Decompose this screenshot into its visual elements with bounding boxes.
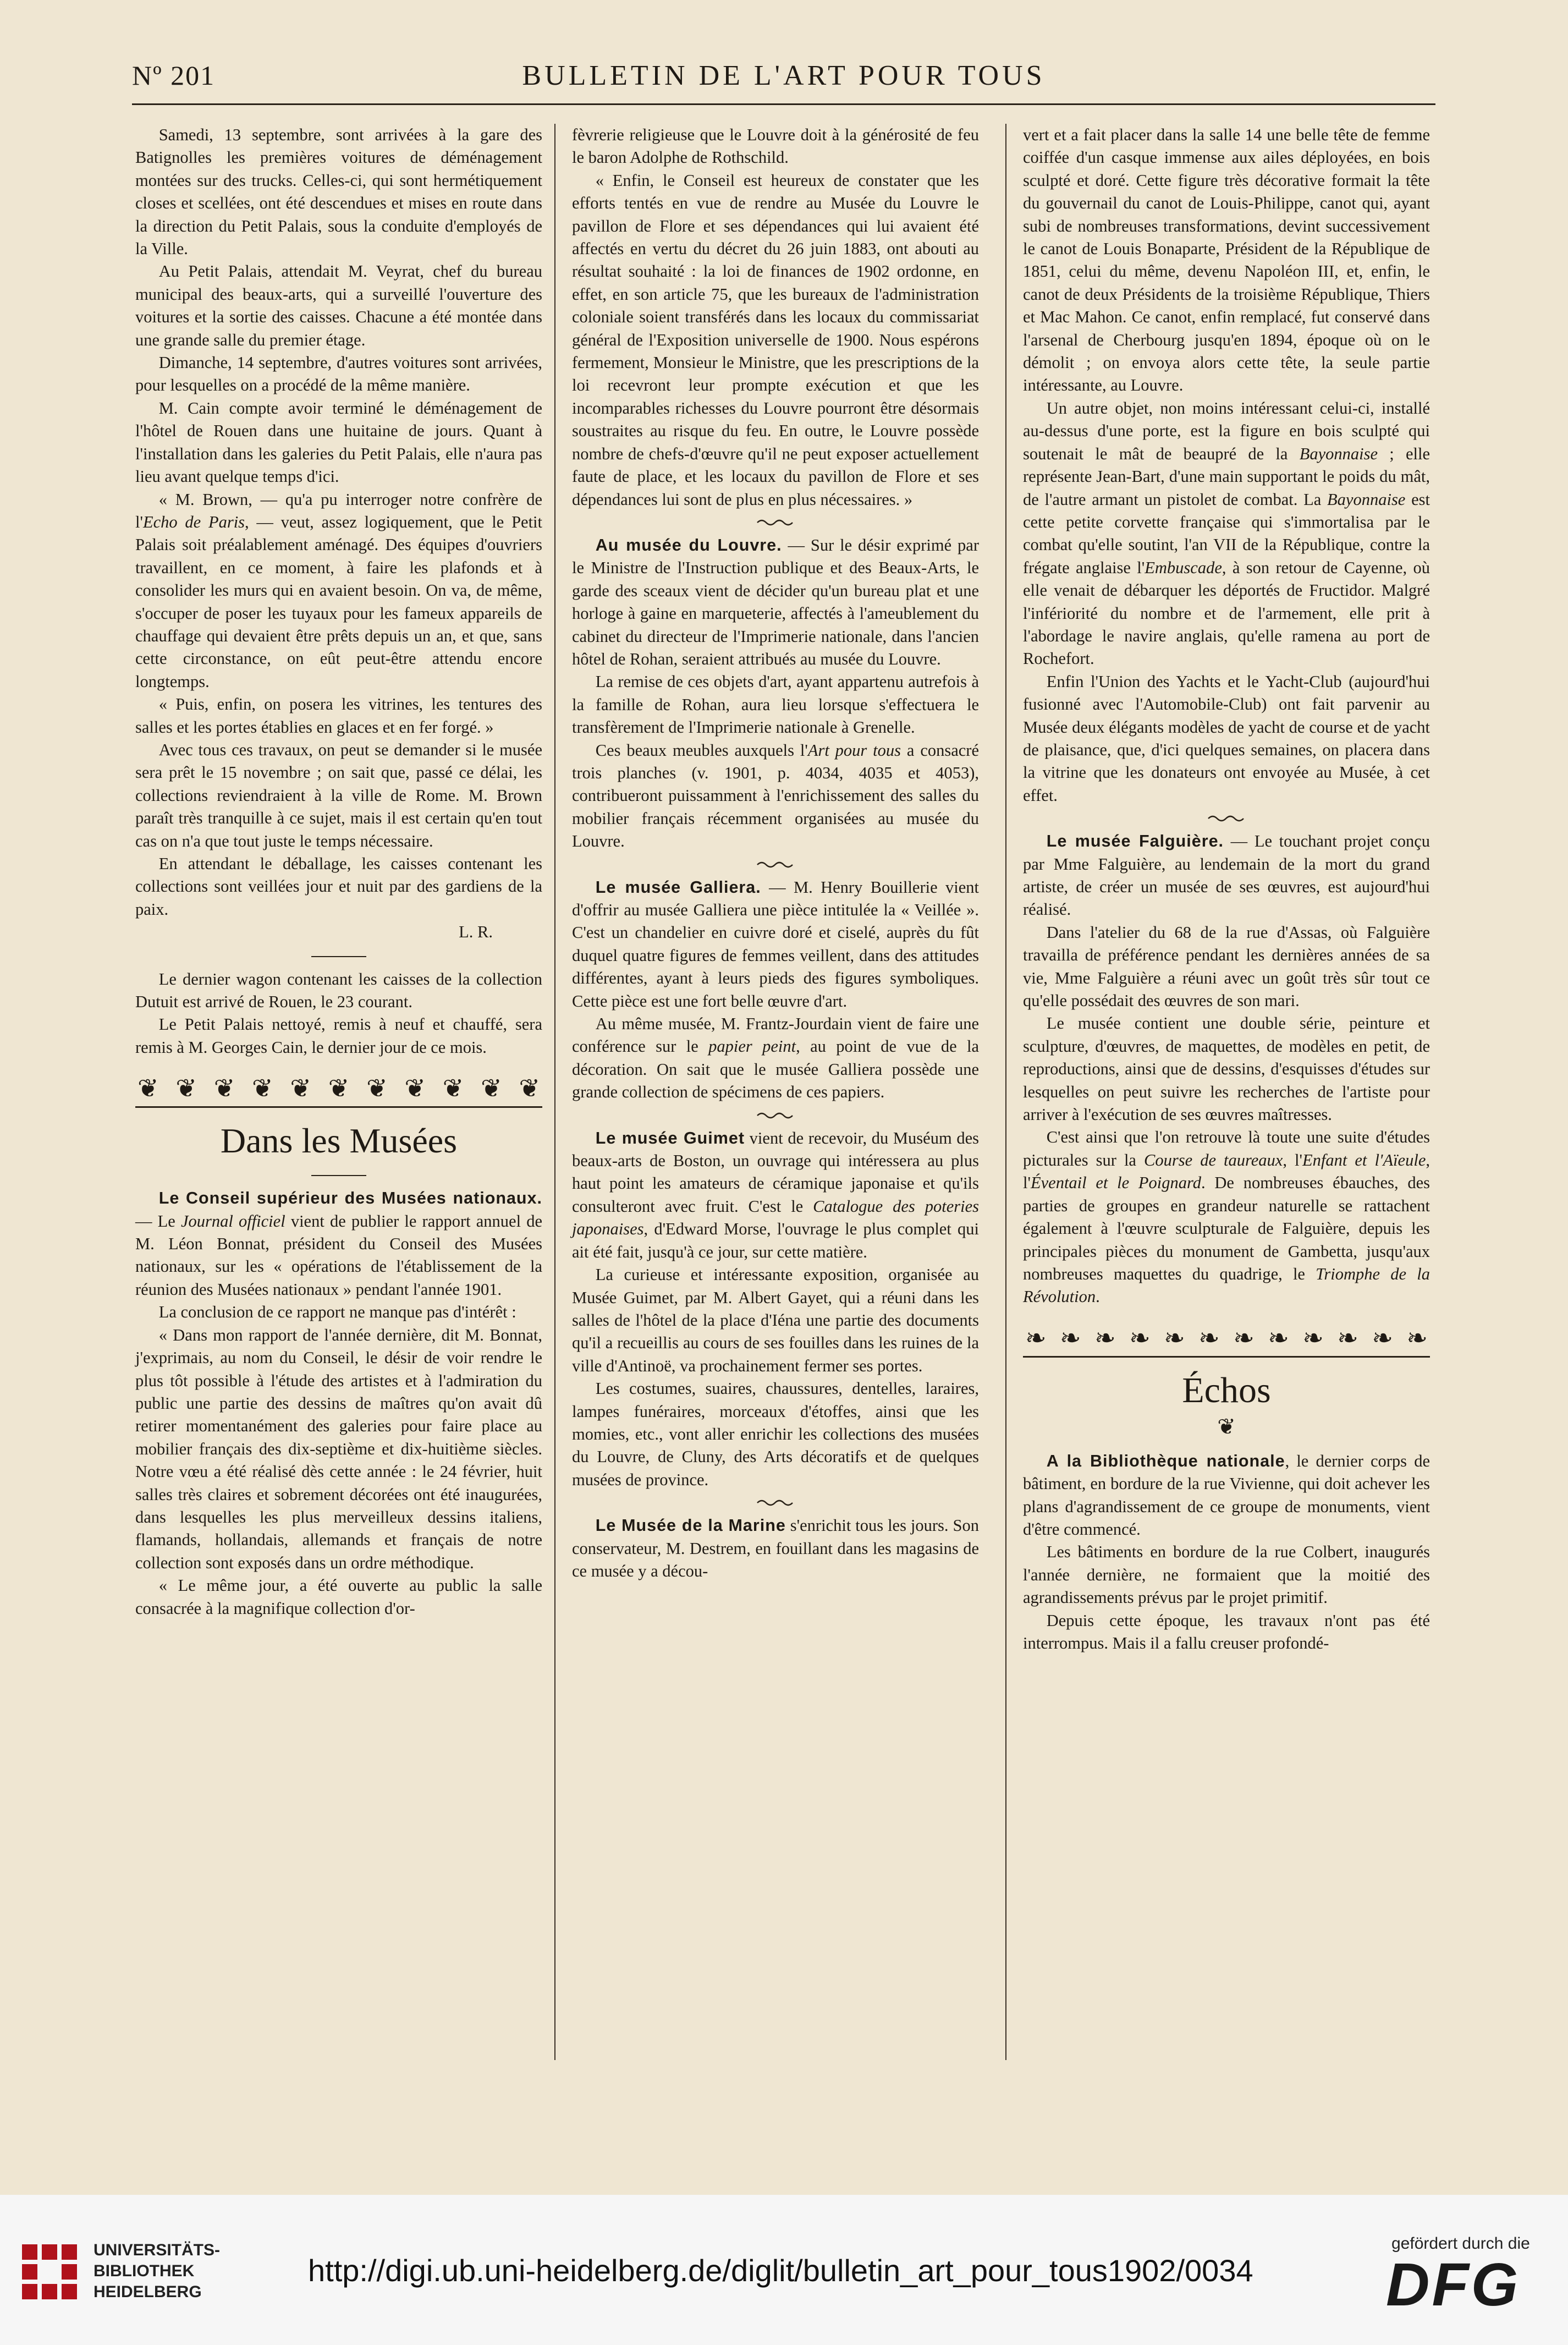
text-run: — Sur le désir exprimé par le Ministre de l'Instruction publique et des Beaux-Arts, le garde des sceaux vient de décider qu'un bureau plat et une horloge à gaine en marqueterie, affectés à l'ameublement du cabinet du directeur de l'Imprimerie nationale, dans l'ancien hôtel de Rohan, seraient attribués au musée du Louvre. xyxy=(572,535,979,668)
column-rule-1 xyxy=(554,124,555,2060)
fleuron-icon: ❦ xyxy=(175,1074,197,1103)
text-run: vient de recevoir, du Muséum des beaux-arts de Boston, un ouvrage qui intéressera au plus haut point les amateurs de céramique japonaise et qu'ils consulteront avec fruit. C'est le xyxy=(572,1128,979,1216)
column-1 xyxy=(135,124,542,1620)
paragraph: La curieuse et intéressante exposition, organisée au Musée Guimet, par M. Albert Gayet, qui a réuni dans les salles de l'hôtel de la place d'Iéna une partie des documents qu'il a recueillis au cours de ses fouilles dans les ruines de la ville d'Antinoë, va prochainement fermer ses portes. xyxy=(572,1265,979,1375)
bold-heading: Le Conseil supérieur des Musées nationaux. xyxy=(158,1189,542,1208)
tilde-separator xyxy=(572,1491,979,1514)
digitization-footer xyxy=(0,2195,1568,2345)
fleuron-icon: ❦ xyxy=(137,1074,159,1103)
section-title: Dans les Musées xyxy=(220,1121,458,1161)
fleuron-icon: ❦ xyxy=(213,1074,235,1103)
tilde-separator xyxy=(572,1104,979,1127)
bold-heading: Au musée du Louvre. xyxy=(595,535,782,554)
text-run: . xyxy=(1096,1287,1100,1306)
bold-heading: A la Bibliothèque nationale xyxy=(1046,1451,1285,1470)
institution-name xyxy=(93,2240,220,2303)
tilde-separator xyxy=(572,511,979,534)
fleuron-icon: ❧ xyxy=(1164,1323,1185,1352)
bold-heading: Le musée Galliera. xyxy=(595,877,761,897)
text-run: Ces beaux meubles auxquels l' xyxy=(595,740,808,760)
section-title: Échos xyxy=(1182,1370,1271,1410)
text-run: — M. Henry Bouillerie vient d'offrir au musée Galliera une pièce intitulée la « Veillée ». C'est un chandelier en cuivre doré et ciselé, auprès du fût duquel quatre figures de femmes veillent, dans des attitudes différentes, ayant à leurs pieds des figures symboliques. Cette pièce est une fort belle œuvre d'art. xyxy=(572,877,979,1011)
text-run: . De nombreuses ébauches, des parties de groupes en grandeur naturelle se rattachent également à l'œuvre sculpturale de Falguière, depuis les principales pièces du monument de Gambetta, jusqu'aux nombreuses maquettes du quadrige, le xyxy=(1023,1173,1430,1283)
paragraph: Enfin l'Union des Yachts et le Yacht-Club (aujourd'hui fusionné avec l'Automobile-Club) ont fait parvenir au Musée deux élégants modèles de yacht de course et de yacht de plaisance, que, d'ici quelques semaines, on placera dans la vitrine que les donateurs ont envoyée au Musée, à cet effet. xyxy=(1023,672,1430,805)
fleuron-icon: ❦ xyxy=(252,1074,273,1103)
italic-title: Art pour tous xyxy=(807,740,901,760)
fleuron-icon: ❧ xyxy=(1372,1323,1393,1352)
fleuron-icon: ❧ xyxy=(1060,1323,1081,1352)
paragraph xyxy=(572,739,979,853)
wave-icon xyxy=(1207,814,1246,823)
italic-title: Journal officiel xyxy=(180,1211,285,1231)
paragraph xyxy=(1023,830,1430,921)
paragraph xyxy=(1023,1450,1430,1541)
text-run: « M. Brown, — qu'a pu interroger notre confrère de l' xyxy=(135,490,542,531)
text-run: vient de publier le rapport annuel de M. Léon Bonnat, président du Conseil des Musées nationaux, sur les « opérations de l'établissement de la réunion des Musées nationaux » pendant l'année 1901. xyxy=(135,1211,542,1299)
paragraph: « Puis, enfin, on posera les vitrines, les tentures des salles et les portes établies en glaces et en fer forgé. » xyxy=(135,695,542,737)
paragraph xyxy=(572,1127,979,1264)
text-run: s'enrichit tous les jours. Son conservateur, M. Destrem, en fouillant dans les magasins de ce musée y a décou- xyxy=(572,1516,979,1580)
tilde-separator xyxy=(1023,807,1430,830)
bold-heading: Le musée Falguière. xyxy=(1046,832,1224,851)
text-run: C'est ainsi que l'on retrouve là toute une suite d'études picturales sur la xyxy=(1023,1128,1430,1169)
paragraph: Au Petit Palais, attendait M. Veyrat, chef du bureau municipal des beaux-arts, qui a surveillé l'ouverture des voitures et la sortie des caisses. Chacune a été montée dans une grande salle du premier étage. xyxy=(135,262,542,349)
running-title: BULLETIN DE L'ART POUR TOUS xyxy=(522,60,1046,91)
text-run: — Le xyxy=(135,1211,181,1231)
paragraph: En attendant le déballage, les caisses contenant les collections sont veillées jour et nuit par des gardiens de la paix. xyxy=(135,854,542,919)
italic-title: Course de taureaux xyxy=(1144,1150,1283,1169)
text-run: , à son retour de Cayenne, où elle venait de débarquer les déportés de Fructidor. Malgré l'infériorité du nombre et de l'armement, elle prit à l'abordage le navire anglais, qu'elle ramena au port de Rochefort. xyxy=(1023,558,1430,668)
text-run: Un autre objet, non moins intéressant celui-ci, installé au-dessus d'une porte, est la figure en bois sculpté qui soutenait le mât de beaupré de la xyxy=(1023,398,1430,463)
divider xyxy=(311,956,366,957)
fleuron-icon: ❦ xyxy=(1217,1414,1236,1439)
italic-title: Echo de Paris xyxy=(142,512,245,531)
fleuron-icon: ❦ xyxy=(366,1074,388,1103)
institution-line: UNIVERSITÄTS- xyxy=(93,2241,221,2259)
text-run: a consacré trois planches (v. 1901, p. 4034, 4035 et 4053), contribueront puissamment à l'enrichissement des salles du mobilier français récemment organisées au musée du Louvre. xyxy=(572,740,980,851)
column-rule-2 xyxy=(1005,124,1006,2060)
paragraph: Le dernier wagon contenant les caisses de la collection Dutuit est arrivé de Rouen, le 23 courant. xyxy=(135,969,542,1012)
paragraph xyxy=(572,1013,979,1104)
fleuron-icon: ❦ xyxy=(290,1074,311,1103)
fleuron-icon: ❧ xyxy=(1129,1323,1151,1352)
fleuron-icon: ❦ xyxy=(328,1074,350,1103)
text-run: — Le touchant projet conçu par Mme Falguière, au lendemain de la mort du grand artiste, de créer un musée de ses œuvres, est aujourd'hui réalisé. xyxy=(1023,832,1430,919)
paragraph xyxy=(135,488,542,694)
fleuron-icon: ❦ xyxy=(404,1074,426,1103)
fleuron-icon: ❧ xyxy=(1337,1323,1358,1352)
italic-title: Catalogue des poteries japonaises xyxy=(572,1196,979,1239)
paragraph: fèvrerie religieuse que le Louvre doit à la générosité de feu le baron Adolphe de Rothschild. xyxy=(572,125,979,167)
paragraph: vert et a fait placer dans la salle 14 une belle tête de femme coiffée d'un casque immense aux ailes déployées, en bois sculpté et doré. Cette figure très décorative formait la tête du gouvernail du canot de Louis-Philippe, canot qui, ayant subi de nombreuses transformations, devint successivement le canot de Louis Bonaparte, Président de la République de 1851, celui du même, devenu Napoléon III, et, enfin, le canot de deux Présidents de la troisième République, Thiers et Mac Mahon. Ce canot, enfin remplacé, fut conservé dans l'arsenal de Cherbourg jusqu'en 1894, époque où on le démolit ; on envoya alors cette tête, la seule partie intéressante, au Louvre. xyxy=(1023,125,1430,395)
paragraph xyxy=(1023,1126,1430,1308)
fleuron-icon: ❦ xyxy=(481,1074,502,1103)
fleuron-icon: ❧ xyxy=(1025,1323,1047,1352)
paragraph: Samedi, 13 septembre, sont arrivées à la gare des Batignolles les premières voitures de déménagement montées sur des trucks. Celles-ci, qui sont hermétiquement closes et scellées, ont été descendues et mises en route dans la direction du Petit Palais, sous la conduite d'employés de la Ville. xyxy=(135,125,542,259)
italic-title: Bayonnaise xyxy=(1327,490,1406,509)
column-2 xyxy=(572,124,979,1583)
paragraph: Avec tous ces travaux, on peut se demander si le musée sera prêt le 15 novembre ; on sait que, passé ce délai, les collections reviendraient à la ville de Rome. M. Brown paraît très tranquille à ce sujet, mais il est certain qu'en tout cas on n'a que tout juste le temps nécessaire. xyxy=(135,740,542,850)
wave-icon xyxy=(756,518,795,527)
paragraph: Dans l'atelier du 68 de la rue d'Assas, où Falguière travailla de préférence pendant les dernières années de sa vie, Mme Falguière a réuni avec un goût très sûr tout ce qu'elle possédait des œuvres de son mari. xyxy=(1023,922,1430,1011)
paragraph: Le musée contient une double série, peinture et sculpture, d'œuvres, de maquettes, de modèles en petit, de reproductions, ainsi que de dessins, d'esquisses d'études sur lesquelles on peut suivre les recherches de l'artiste pour arriver à l'exécution de ses œuvres maîtresses. xyxy=(1023,1014,1430,1124)
text-run: , au point de vue de la décoration. On sait que le musée Galliera possède une grande collection de spécimens de ces papiers. xyxy=(572,1037,979,1102)
ornamental-band xyxy=(1023,1321,1430,1358)
paragraph: « Le même jour, a été ouverte au public la salle consacrée à la magnifique collection d'or- xyxy=(135,1576,542,1618)
fleuron-icon: ❧ xyxy=(1268,1323,1289,1352)
paragraph: M. Cain compte avoir terminé le déménagement de l'hôtel de Rouen dans une huitaine de jours. Quant à l'installation dans les galeries du Petit Palais, elle n'aura pas lieu avant quelque temps d'ici. xyxy=(135,398,542,486)
header-rule xyxy=(132,103,1435,105)
text-run: , l' xyxy=(1023,1150,1430,1193)
institution-line: BIBLIOTHEK xyxy=(93,2262,195,2280)
paragraph: « Dans mon rapport de l'année dernière, dit M. Bonnat, j'exprimais, au nom du Conseil, le désir de voir rendre le plus tôt possible à l'étude des artistes et à l'admiration du public une partie des dessins de maîtres qu'on avait dû retirer momentanément des galeries pour faire place au mobilier français des dix-septième et dix-huitième siècles. Notre vœu a été réalisé dès cette année : le 24 février, huit salles très claires et sobrement décorées ont été inaugurées, dans lesquelles les plus merveilleux dessins italiens, flamands, hollandais, allemands et français de notre collection sont exposés dans un ordre méthodique. xyxy=(135,1325,542,1572)
bold-heading: Le musée Guimet xyxy=(595,1128,745,1147)
text-run: , d'Edward Morse, l'ouvrage le plus complet qui ait été fait, jusqu'à ce jour, sur cette matière. xyxy=(572,1220,979,1261)
paragraph xyxy=(1023,397,1430,671)
fleuron-icon: ❧ xyxy=(1302,1323,1324,1352)
paragraph xyxy=(572,1514,979,1583)
wave-icon xyxy=(756,1111,795,1120)
signature: L. R. xyxy=(459,922,493,942)
fleuron-icon: ❧ xyxy=(1094,1323,1116,1352)
running-header xyxy=(132,59,1435,98)
text-run: , le dernier corps de bâtiment, en bordure de la rue Vivienne, qui doit achever les plans d'agrandissement de ce groupe de monuments, vient d'être commencé. xyxy=(1023,1451,1430,1539)
paragraph: Dimanche, 14 septembre, d'autres voitures sont arrivées, pour lesquelles on a procédé de la même manière. xyxy=(135,353,542,395)
italic-title: Éventail et le Poignard xyxy=(1030,1173,1202,1193)
paragraph xyxy=(572,534,979,671)
funded-by-label: gefördert durch die xyxy=(1391,2234,1530,2253)
paragraph xyxy=(135,1187,542,1301)
source-url-link[interactable]: http://digi.ub.uni-heidelberg.de/diglit/bulletin_art_pour_tous1902/0034 xyxy=(308,2253,1253,2288)
university-library-logo-icon xyxy=(11,2233,88,2310)
fleuron-icon: ❦ xyxy=(442,1074,464,1103)
text-run: ; elle représente Jean-Bart, d'une main supportant le poids du mât, de l'autre armant un pistolet de combat. La xyxy=(1023,444,1431,509)
text-run: , l' xyxy=(1283,1150,1302,1169)
bold-heading: Le Musée de la Marine xyxy=(595,1516,786,1535)
paragraph: Le Petit Palais nettoyé, remis à neuf et chauffé, sera remis à M. Georges Cain, le dernier jour de ce mois. xyxy=(135,1015,542,1057)
paragraph: La conclusion de ce rapport ne manque pas d'intérêt : xyxy=(158,1303,516,1322)
paragraph: Les costumes, suaires, chaussures, dentelles, laraires, lampes funéraires, morceaux d'étoffes, ainsi que les momies, etc., vont aller enrichir les collections des musées du Louvre, de Cluny, des Arts décoratifs et de quelques musées de province. xyxy=(572,1379,979,1489)
italic-title: Bayonnaise xyxy=(1299,444,1378,463)
italic-title: Triomphe de la Révolution xyxy=(1023,1264,1430,1306)
fleuron-icon: ❧ xyxy=(1406,1323,1428,1352)
wave-icon xyxy=(756,860,795,869)
column-3 xyxy=(1023,124,1430,1655)
text-run: Au même musée, M. Frantz-Jourdain vient de faire une conférence sur le xyxy=(572,1014,979,1056)
tilde-separator xyxy=(572,853,979,876)
italic-title: papier peint xyxy=(708,1037,796,1056)
italic-title: Enfant et l'Aïeule xyxy=(1302,1150,1426,1169)
text-run: est cette petite corvette française qui s'immortalisa par le combat qu'elle soutint, l'an VII de la République, contre la frégate anglaise l' xyxy=(1023,490,1430,577)
institution-line: HEIDELBERG xyxy=(93,2283,202,2301)
text-run: , — veut, assez logiquement, que le Petit Palais soit préalablement aménagé. Des équipes d'ouvriers travaillent, en ce moment, à faire les plafonds et à consolider les murs qui en avaient besoin. On va, de même, s'occuper de poser les tuyaux pour les fameux appareils de chauffage qui devaient être prêts depuis un an, et que, sans cette circonstance, on eût peut-être attendu encore longtemps. xyxy=(135,512,542,691)
wave-icon xyxy=(756,1498,795,1507)
paragraph: Les bâtiments en bordure de la rue Colbert, inaugurés l'année dernière, ne formaient que la moitié des agrandissements prévus par le projet primitif. xyxy=(1023,1542,1430,1607)
paragraph: La remise de ces objets d'art, ayant appartenu autrefois à la famille de Rohan, aura lieu lorsque s'effectuera le transfèrement de l'Imprimerie nationale à Grenelle. xyxy=(572,672,979,737)
dfg-logo: DFG xyxy=(1386,2251,1521,2319)
fleuron-icon: ❧ xyxy=(1198,1323,1220,1352)
divider xyxy=(311,1175,366,1176)
fleuron-icon: ❦ xyxy=(519,1074,540,1103)
issue-number: Nº 201 xyxy=(132,60,216,91)
fleuron-icon: ❧ xyxy=(1233,1323,1255,1352)
paragraph: Depuis cette époque, les travaux n'ont pas été interrompus. Mais il a fallu creuser profondé- xyxy=(1023,1611,1430,1652)
paragraph xyxy=(572,876,979,1013)
italic-title: Embuscade xyxy=(1145,558,1222,577)
paragraph: « Enfin, le Conseil est heureux de constater que les efforts tentés en vue de rendre au Musée du Louvre le pavillon de Flore et ses dépendances qui lui avaient été affectés en vertu du décret du 26 juin 1883, ont abouti au résultat souhaité : la loi de finances de 1902 ordonne, en effet, en son article 75, que les bureaux de l'administration coloniale soient transférés dans les locaux du commissariat général de l'Exposition universelle de 1900. Nous espérons fermement, Monsieur le Ministre, que les prescriptions de la loi recevront leur prompte exécution et que les incomparables richesses du Louvre pourront être désormais soustraites au risque du feu. En outre, le Louvre possède nombre de chefs-d'œuvre qu'il ne peut exposer actuellement faute de place, et les locaux du pavillon de Flore et ses dépendances lui sont de plus en plus nécessaires. » xyxy=(572,171,979,509)
ornamental-band xyxy=(135,1071,542,1108)
